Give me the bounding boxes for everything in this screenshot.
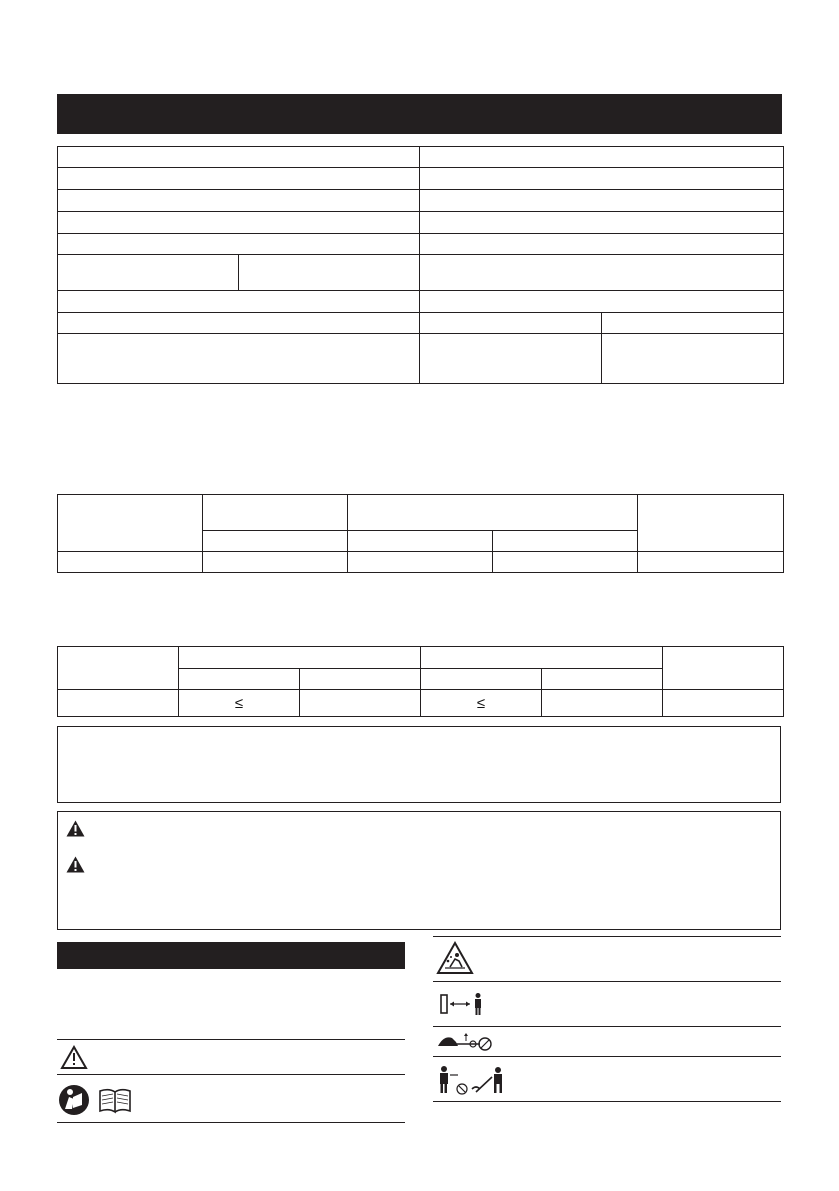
table-cell [542,690,663,717]
table-row [58,690,784,717]
table-cell [300,669,421,690]
table-row [58,168,784,190]
table-cell [58,690,179,717]
table-cell [58,495,203,552]
keep-distance-icon [440,992,486,1021]
table-cell [348,495,638,531]
table-cell [58,168,420,190]
table-cell [58,255,239,291]
table-row [58,334,784,384]
flying-objects-hazard-icon [436,941,474,980]
table-cell [420,147,784,168]
table-cell [58,190,420,212]
table-cell [663,690,784,717]
vibration-table [57,646,784,717]
table-row [58,255,784,291]
table-cell [420,313,602,334]
table-cell [420,234,784,255]
table-row [58,147,784,168]
warning-triangle-icon [66,820,85,842]
table-cell [239,255,420,291]
table-cell [493,552,638,573]
table-cell [420,255,784,291]
divider [433,981,781,982]
table-cell [602,334,784,384]
table-row [58,234,784,255]
table-cell [638,495,784,552]
divider [433,1056,781,1057]
table-cell [421,647,663,669]
read-manual-icon [58,1083,132,1122]
table-cell [420,168,784,190]
divider [57,1074,405,1075]
keep-bystanders-away-icon [438,1065,506,1102]
table-cell [58,552,203,573]
table-cell [420,334,602,384]
table-cell [58,234,420,255]
divider [433,936,781,937]
table-cell [420,291,784,313]
table-cell [203,531,348,552]
table-cell [203,552,348,573]
divider [433,1026,781,1027]
table-cell [203,495,348,531]
table-row [58,291,784,313]
table-cell [179,669,300,690]
divider [57,1039,405,1040]
table-cell [348,552,493,573]
table-cell [663,647,784,690]
divider [57,1122,405,1123]
note-box [57,726,781,803]
title-bar [57,94,782,134]
table-row [58,212,784,234]
table-row [58,647,784,669]
warning-box [57,811,781,930]
table-cell [58,212,420,234]
table-row [58,190,784,212]
table-cell [58,291,420,313]
leq-cell: ≤ [179,690,300,717]
table-cell [58,647,179,690]
table-cell [179,647,421,669]
section-heading-bar [57,942,405,969]
warning-triangle-icon [66,856,85,878]
table-row [58,495,784,531]
table-cell [421,669,542,690]
table-cell [348,531,493,552]
table-cell [300,690,421,717]
specifications-table [57,146,784,384]
noise-table [57,494,784,573]
cutting-blade-rpm-icon [436,1032,494,1057]
leq-cell: ≤ [421,690,542,717]
table-cell [58,147,420,168]
table-cell [602,313,784,334]
table-cell [58,313,420,334]
table-row [58,552,784,573]
table-cell [58,334,420,384]
table-cell [542,669,663,690]
table-cell [420,212,784,234]
table-row [58,313,784,334]
warning-triangle-outline-icon [60,1045,88,1075]
divider [433,1101,781,1102]
table-cell [420,190,784,212]
table-cell [493,531,638,552]
table-cell [638,552,784,573]
